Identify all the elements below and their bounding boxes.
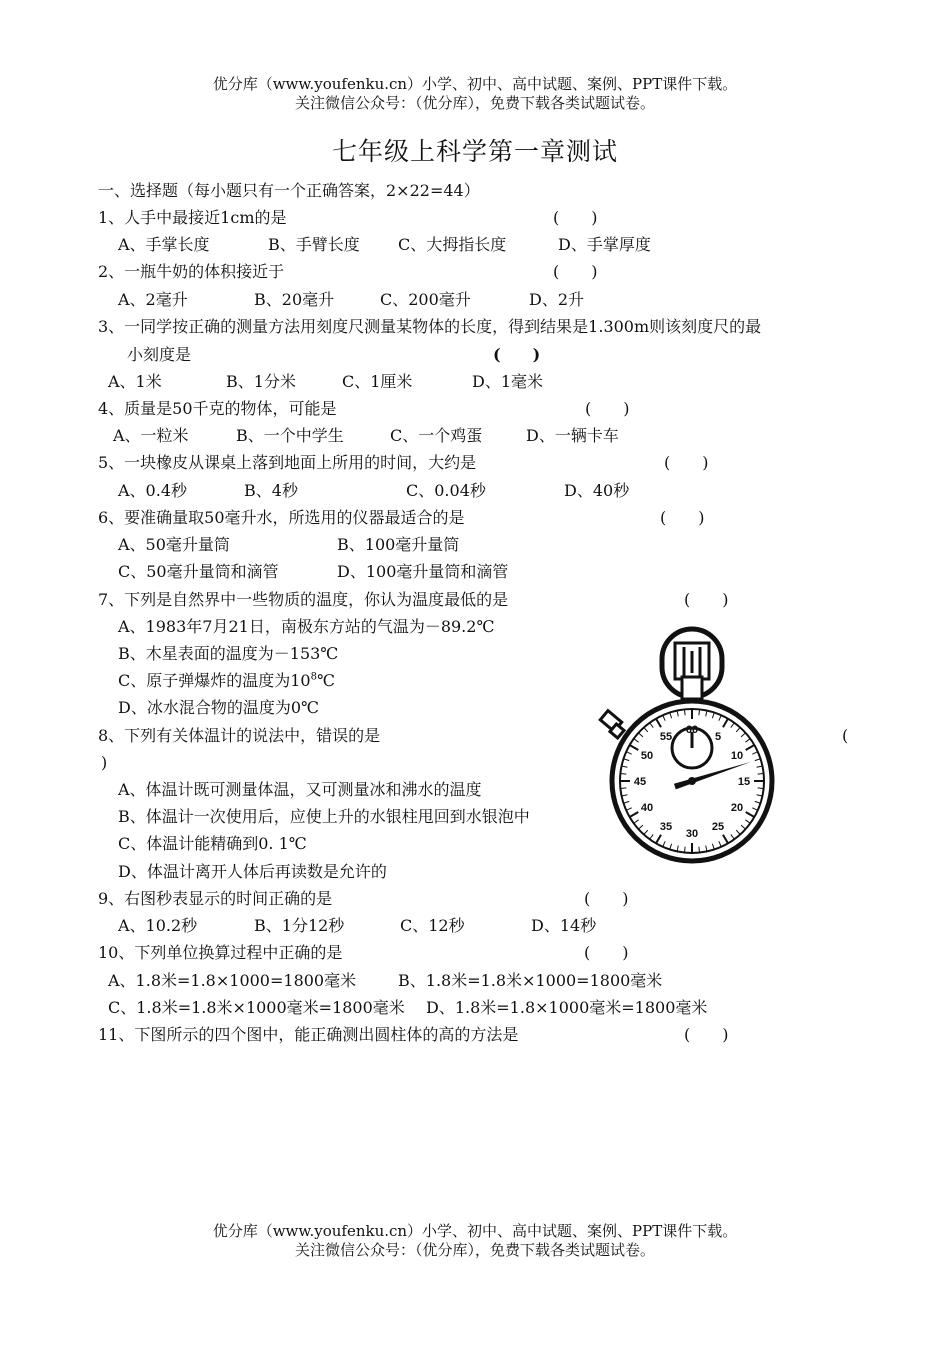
unit: ℃ [316,671,335,690]
question-7-option-c [118,671,335,691]
question-7-option-a: A、1983年7月21日，南极东方站的气温为－89.2℃ [118,617,495,636]
option: D、1毫米 [472,372,544,391]
option: A、手掌长度 [118,235,210,254]
answer-paren-1: ( ) [553,208,598,227]
dial-tick [758,773,764,774]
page-title: 七年级上科学第一章测试 [331,137,618,166]
question-6-options-row-1 [118,535,459,555]
answer-paren-5: ( ) [664,453,709,472]
header-line-2: 关注微信公众号：（优分库），免费下载各类试题试卷。 [294,94,655,112]
option: A、1米 [108,372,162,391]
question-9: 9、右图秒表显示的时间正确的是 [98,889,333,908]
option: D、1.8米=1.8×1000毫米=1800毫米 [426,998,708,1017]
dial-label: 15 [737,776,751,788]
dial-tick [684,847,685,853]
dial-label: 20 [730,802,744,814]
question-6-options-row-2 [118,562,508,582]
exponent: 8 [310,671,317,683]
answer-paren-9: ( ) [584,889,629,908]
answer-paren-6: ( ) [660,508,705,527]
footer-line-1: 优分库（www.youfenku.cn）小学、初中、高中试题、案例、PPT课件下载。 [212,1222,738,1240]
dial-tick [620,773,626,774]
question-10-options-row-1 [108,971,662,991]
answer-paren-11: ( ) [684,1025,729,1044]
option: C、50毫升量筒和滴管 [118,562,279,581]
question-5: 5、一块橡皮从课桌上落到地面上所用的时间，大约是 [98,453,477,472]
question-8: 8、下列有关体温计的说法中，错误的是 [98,726,381,745]
answer-paren-8-close: ) [101,753,108,772]
question-3-continued: 小刻度是 [127,345,192,364]
option: C、大拇指长度 [398,235,507,254]
option: A、一粒米 [113,426,189,445]
option: C、12秒 [400,916,465,935]
question-9-options [118,916,596,936]
question-8-option-c: C、体温计能精确到0. 1℃ [118,834,307,853]
option: B、4秒 [244,481,298,500]
answer-paren-2: ( ) [553,262,598,281]
option: B、20毫升 [254,290,335,309]
question-10: 10、下列单位换算过程中正确的是 [98,943,343,962]
stopwatch-figure [598,625,782,865]
option: D、2升 [529,290,585,309]
question-3: 3、一同学按正确的测量方法用刻度尺测量某物体的长度，得到结果是1.300m则该刻度尺的最 [98,317,762,336]
option: A、50毫升量筒 [118,535,230,554]
center-pin [688,777,696,785]
question-4: 4、质量是50千克的物体，可能是 [98,399,337,418]
dial-label: 25 [711,821,725,834]
question-8-option-d: D、体温计离开人体后再读数是允许的 [118,862,387,881]
question-7-option-d: D、冰水混合物的温度为0℃ [118,698,319,717]
question-7-option-b: B、木星表面的温度为－153℃ [118,644,339,663]
option: C、0.04秒 [406,481,486,500]
answer-paren-7: ( ) [684,590,729,609]
question-11: 11、下图所示的四个图中，能正确测出圆柱体的高的方法是 [98,1025,519,1044]
question-2-options [118,290,584,310]
question-3-options [108,372,543,392]
option: A、10.2秒 [118,916,198,935]
answer-paren-4: ( ) [585,399,630,418]
side-button [600,711,624,738]
option: A、1.8米=1.8×1000=1800毫米 [108,971,357,990]
dial-label: 40 [640,802,654,814]
header-line-1: 优分库（www.youfenku.cn）小学、初中、高中试题、案例、PPT课件下载。 [212,75,738,93]
option: A、0.4秒 [118,481,188,500]
option: B、一个中学生 [236,426,344,445]
question-10-options-row-2 [108,998,707,1018]
dial-tick [699,709,700,715]
question-1: 1、人手中最接近1cm的是 [98,208,287,227]
question-4-options [113,426,619,446]
question-8-option-b: B、体温计一次使用后，应使上升的水银柱甩回到水银泡中 [118,807,530,826]
option: D、手掌厚度 [558,235,651,254]
option: B、手臂长度 [268,235,360,254]
question-2: 2、一瓶牛奶的体积接近于 [98,262,285,281]
dial-label: 55 [659,730,673,743]
question-8-option-a: A、体温计既可测量体温，又可测量冰和沸水的温度 [118,780,482,799]
section-heading: 一、选择题（每小题只有一个正确答案，2×22=44） [98,181,480,200]
answer-paren-8-open: ( [842,726,849,745]
dial-tick [758,788,764,789]
dial-label: 45 [633,776,647,788]
option: D、一辆卡车 [526,426,619,445]
option-text: C、原子弹爆炸的温度为10 [118,671,311,690]
dial-tick [699,847,700,853]
question-7: 7、下列是自然界中一些物质的温度，你认为温度最低的是 [98,590,509,609]
answer-paren-3: ( ) [493,345,541,364]
option: C、1厘米 [342,372,413,391]
dial-label: 60 [685,724,699,736]
question-6: 6、要准确量取50毫升水，所选用的仪器最适合的是 [98,508,465,527]
option: D、14秒 [531,916,597,935]
dial-label: 35 [659,821,673,834]
dial-tick [684,709,685,715]
question-1-options [118,235,651,255]
option: B、100毫升量筒 [337,535,460,554]
option: C、200毫升 [380,290,471,309]
option: A、2毫升 [118,290,188,309]
dial-label: 5 [714,730,722,743]
dial-tick [620,788,626,789]
answer-paren-10: ( ) [584,943,629,962]
dial-label: 10 [730,750,744,762]
dial-label: 50 [640,750,654,762]
option: D、40秒 [564,481,630,500]
option: B、1分12秒 [254,916,345,935]
option: C、一个鸡蛋 [390,426,483,445]
question-5-options [118,481,629,501]
footer-line-2: 关注微信公众号：（优分库），免费下载各类试题试卷。 [294,1241,655,1259]
option: B、1分米 [226,372,296,391]
option: C、1.8米=1.8米×1000毫米=1800毫米 [108,998,405,1017]
dial-label: 30 [685,828,699,840]
option: B、1.8米=1.8米×1000=1800毫米 [398,971,663,990]
option: D、100毫升量筒和滴管 [337,562,509,581]
crown [662,629,722,699]
